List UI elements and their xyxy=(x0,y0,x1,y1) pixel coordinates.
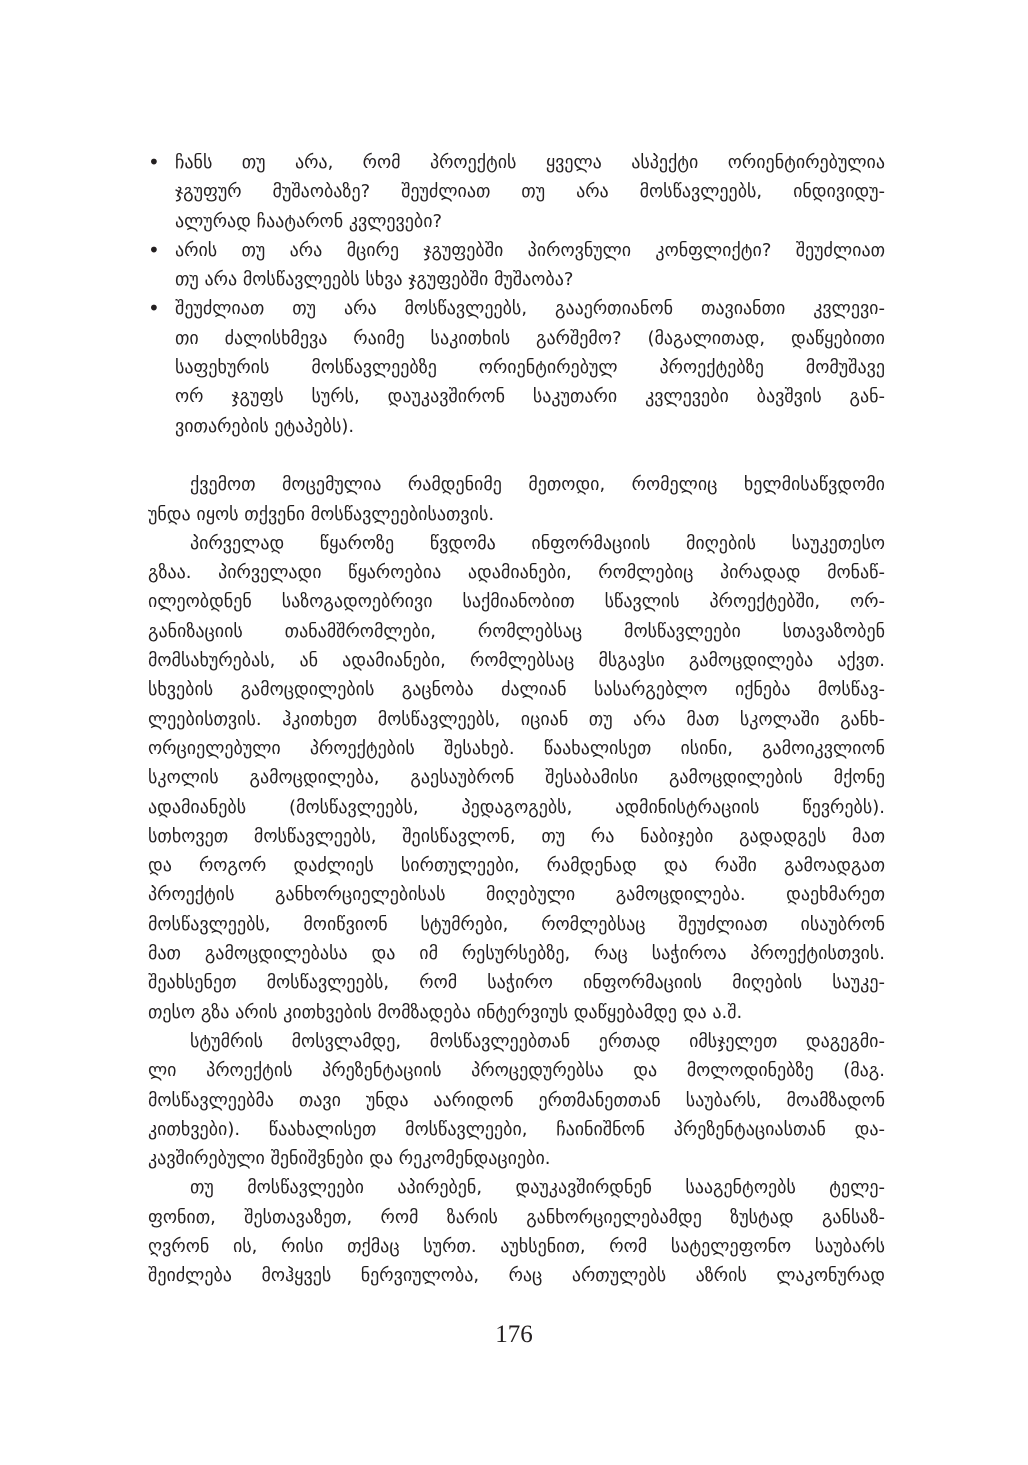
text-line: მოსწავლეებმა თავი უნდა აარიდონ ერთმანეთთან საუბარს, მოამზადონ xyxy=(148,1089,885,1111)
text-line: გზაა. პირველადი წყაროებია ადამიანები, რომლებიც პირადად მონაწ- xyxy=(148,562,885,584)
bullet-icon: • xyxy=(148,150,160,174)
page-body xyxy=(148,148,885,1291)
text-line: არის თუ არა მცირე ჯგუფებში პიროვნული კონფლიქტი? შეუძლიათ xyxy=(175,239,885,261)
text-line: სთხოვეთ მოსწავლეებს, შეისწავლონ, თუ რა ნაბიჯები გადადგეს მათ xyxy=(148,825,885,847)
text-line: ორციელებული პროექტების შესახებ. წაახალისეთ ისინი, გამოიკვლიონ xyxy=(148,737,885,759)
text-line: სკოლის გამოცდილება, გაესაუბრონ შესაბამისი გამოცდილების მქონე xyxy=(148,767,885,789)
text-line: ჩანს თუ არა, რომ პროექტის ყველა ასპექტი ორიენტირებულია xyxy=(175,152,885,173)
text-line: ილეობდნენ საზოგადოებრივი საქმიანობით სწავლის პროექტებში, ორ- xyxy=(148,591,885,613)
text-line: საფეხურის მოსწავლეებზე ორიენტირებულ პროექტებზე მომუშავე xyxy=(175,357,885,379)
text-line: სტუმრის მოსვლამდე, მოსწავლეებთან ერთად იმსჯელეთ დაგეგმი- xyxy=(190,1030,885,1052)
text-line: და როგორ დაძლიეს სირთულეები, რამდენად და რაში გამოადგათ xyxy=(148,855,885,877)
text-line: კავშირებული შენიშვნები და რეკომენდაციები. xyxy=(148,1148,551,1170)
bullet-item xyxy=(148,294,885,440)
text-line: ალურად ჩაატარონ კვლევები? xyxy=(175,210,443,232)
text-line: თი ძალისხმევა რაიმე საკითხის გარშემო? (მაგალითად, დაწყებითი xyxy=(175,327,885,349)
text-line: მოსწავლეებს, მოიწვიონ სტუმრები, რომლებსაც შეუძლიათ ისაუბრონ xyxy=(148,913,885,935)
text-line: შეუძლიათ თუ არა მოსწავლეებს, გააერთიანონ თავიანთი კვლევი- xyxy=(175,298,885,320)
bullet-icon: • xyxy=(148,237,160,262)
paragraph xyxy=(148,470,885,529)
text-line: უნდა იყოს თქვენი მოსწავლეებისათვის. xyxy=(148,503,495,525)
text-line: თესო გზა არის კითხვების მომზადება ინტერვიუს დაწყებამდე და ა.შ. xyxy=(148,1001,743,1023)
paragraph-gap xyxy=(148,441,885,470)
bullet-item xyxy=(148,148,885,236)
page-number: 176 xyxy=(495,1321,533,1348)
bullet-icon: • xyxy=(148,296,160,321)
bullet-item xyxy=(148,236,885,295)
paragraph xyxy=(148,529,885,1027)
text-line: პირველად წყაროზე წვდომა ინფორმაციის მიღების საუკეთესო xyxy=(190,532,885,554)
text-line: ლეებისთვის. ჰკითხეთ მოსწავლეებს, იციან თუ არა მათ სკოლაში განხ- xyxy=(148,708,885,730)
text-line: კითხვები). წაახალისეთ მოსწავლეები, ჩაინიშნონ პრეზენტაციასთან და- xyxy=(148,1118,885,1140)
text-line: განიზაციის თანამშრომლები, რომლებსაც მოსწავლეები სთავაზობენ xyxy=(148,620,885,642)
text-line: მომსახურებას, ან ადამიანები, რომლებსაც მსგავსი გამოცდილება აქვთ. xyxy=(148,650,885,672)
text-line: შეახსენეთ მოსწავლეებს, რომ საჭირო ინფორმაციის მიღების საუკე- xyxy=(148,972,885,994)
text-line: პროექტის განხორციელებისას მიღებული გამოცდილება. დაეხმარეთ xyxy=(148,884,885,906)
text-line: ჯგუფურ მუშაობაზე? შეუძლიათ თუ არა მოსწავლეებს, ინდივიდუ- xyxy=(175,181,885,203)
text-line: ფონით, შესთავაზეთ, რომ ზარის განხორციელებამდე ზუსტად განსაზ- xyxy=(148,1206,885,1228)
text-line: ვითარების ეტაპებს). xyxy=(175,415,355,437)
text-line: ლი პროექტის პრეზენტაციის პროცედურებსა და მოლოდინებზე (მაგ. xyxy=(148,1060,885,1082)
text-line: სხვების გამოცდილების გაცნობა ძალიან სასარგებლო იქნება მოსწავ- xyxy=(148,679,885,701)
text-line: ქვემოთ მოცემულია რამდენიმე მეთოდი, რომელიც ხელმისაწვდომი xyxy=(190,474,885,496)
text-line: მათ გამოცდილებასა და იმ რესურსებზე, რაც საჭიროა პროექტისთვის. xyxy=(148,943,885,965)
paragraph xyxy=(148,1027,885,1173)
paragraph xyxy=(148,1173,885,1290)
text-line: ადამიანებს (მოსწავლეებს, პედაგოგებს, ადმინისტრაციის წევრებს). xyxy=(148,796,885,818)
text-line: თუ მოსწავლეები აპირებენ, დაუკავშირდნენ სააგენტოებს ტელე- xyxy=(190,1177,885,1199)
text-line: თუ არა მოსწავლეებს სხვა ჯგუფებში მუშაობა? xyxy=(175,269,574,291)
text-line: შეიძლება მოჰყვეს ნერვიულობა, რაც ართულებს აზრის ლაკონურად xyxy=(148,1265,885,1287)
text-line: ორ ჯგუფს სურს, დაუკავშირონ საკუთარი კვლევები ბავშვის გან- xyxy=(175,386,885,408)
text-line: ღვრონ ის, რისი თქმაც სურთ. აუხსენით, რომ სატელეფონო საუბარს xyxy=(148,1235,885,1257)
